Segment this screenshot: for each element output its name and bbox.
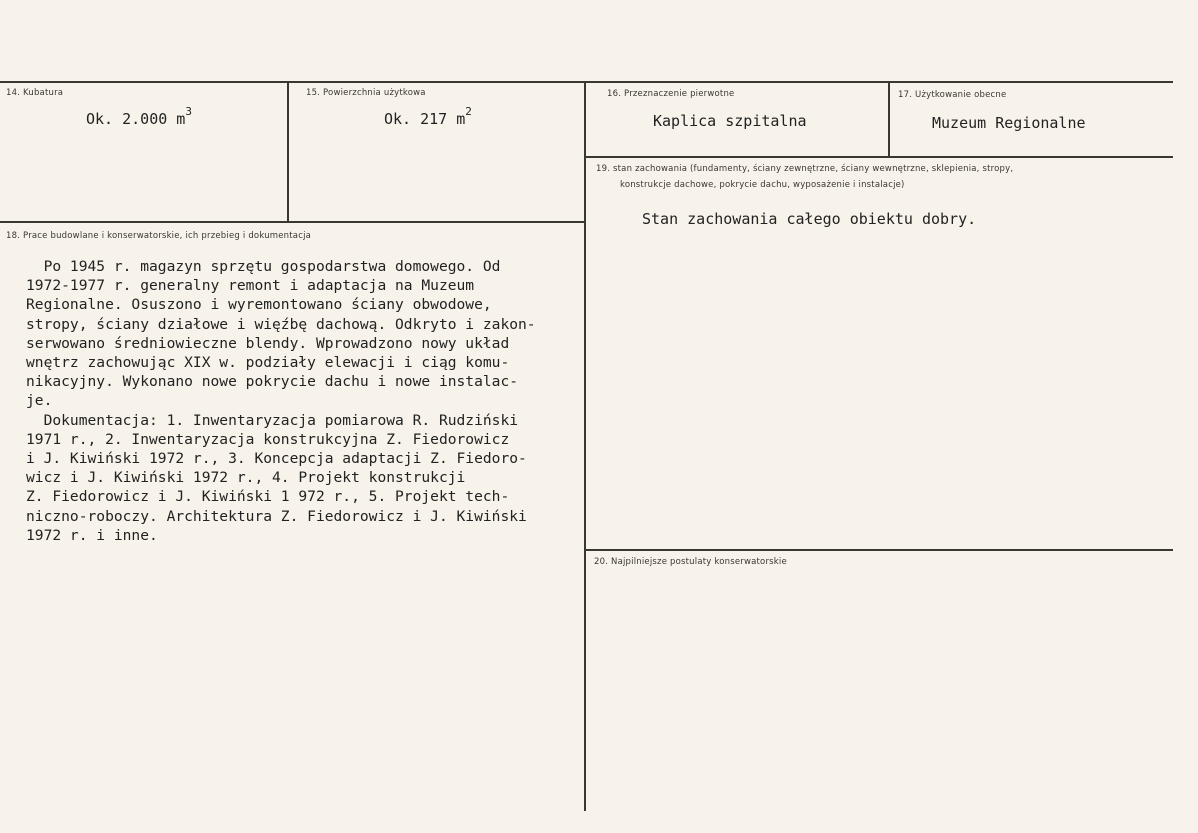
- field-20-label: 20. Najpilniejsze postulaty konserwatorskie: [594, 557, 787, 567]
- field-15-value: [384, 105, 472, 128]
- field-16-value: Kaplica szpitalna: [653, 112, 807, 130]
- field-18-line: 1972 r. i inne.: [26, 526, 158, 544]
- field-18-line: stropy, ściany działowe i więźbę dachową. Odkryto i zakon-: [26, 315, 536, 333]
- field-18-line: 1972-1977 r. generalny remont i adaptacja na Muzeum: [26, 277, 475, 295]
- field-14-label: 14. Kubatura: [6, 88, 64, 98]
- field-17-value: Muzeum Regionalne: [932, 114, 1086, 132]
- field-18-line: Z. Fiedorowicz i J. Kiwiński 1 972 r., 5. Projekt tech-: [26, 488, 510, 506]
- field-14-unit-exponent: 3: [185, 105, 192, 118]
- field-19-label-line2: konstrukcje dachowe, pokrycie dachu, wyposażenie i instalacje): [620, 180, 905, 190]
- field-15-unit-exponent: 2: [465, 105, 472, 118]
- field-18-line: 1971 r., 2. Inwentaryzacja konstrukcyjna Z. Fiedorowicz: [26, 430, 510, 448]
- field-18-line: Regionalne. Osuszono i wyremontowano ściany obwodowe,: [26, 296, 492, 314]
- field-18-line: Po 1945 r. magazyn sprzętu gospodarstwa domowego. Od: [26, 258, 501, 275]
- rule-under-19: [586, 549, 1173, 551]
- rule-under-16-17: [586, 156, 1173, 158]
- field-18-line: wicz i J. Kiwiński 1972 r., 4. Projekt konstrukcji: [26, 469, 466, 487]
- top-rule: [0, 81, 1173, 83]
- field-18-line: nikacyjny. Wykonano nowe pokrycie dachu i nowe instalac-: [26, 373, 519, 391]
- field-19-label-line1: 19. stan zachowania (fundamenty, ściany zewnętrzne, ściany wewnętrzne, sklepienia, stropy,: [596, 164, 1014, 174]
- field-18-line: je.: [26, 392, 53, 410]
- divider-14-15: [287, 81, 289, 223]
- divider-16-17: [888, 81, 890, 157]
- field-14-value: [86, 105, 192, 128]
- field-17-label: 17. Użytkowanie obecne: [898, 90, 1007, 100]
- field-15-label: 15. Powierzchnia użytkowa: [306, 88, 426, 98]
- field-18-label: 18. Prace budowlane i konserwatorskie, ich przebieg i dokumentacja: [6, 231, 312, 241]
- field-18-line: Dokumentacja: 1. Inwentaryzacja pomiarowa R. Rudziński: [26, 411, 519, 429]
- field-18-line: niczno-roboczy. Architektura Z. Fiedorowicz i J. Kiwiński: [26, 507, 527, 525]
- rule-under-14-15: [0, 221, 586, 223]
- field-19-value: Stan zachowania całego obiektu dobry.: [642, 210, 977, 228]
- center-divider: [584, 81, 586, 811]
- field-16-label: 16. Przeznaczenie pierwotne: [607, 89, 735, 99]
- field-18-line: serwowano średniowieczne blendy. Wprowadzono nowy układ: [26, 334, 510, 352]
- field-18-text: [26, 257, 536, 545]
- field-14-value-text: Ok. 2.000 m: [86, 110, 186, 128]
- field-15-value-text: Ok. 217 m: [384, 110, 466, 128]
- field-18-line: wnętrz zachowując XIX w. podziały elewacji i ciąg komu-: [26, 354, 510, 372]
- field-18-line: i J. Kiwiński 1972 r., 3. Koncepcja adaptacji Z. Fiedoro-: [26, 450, 527, 468]
